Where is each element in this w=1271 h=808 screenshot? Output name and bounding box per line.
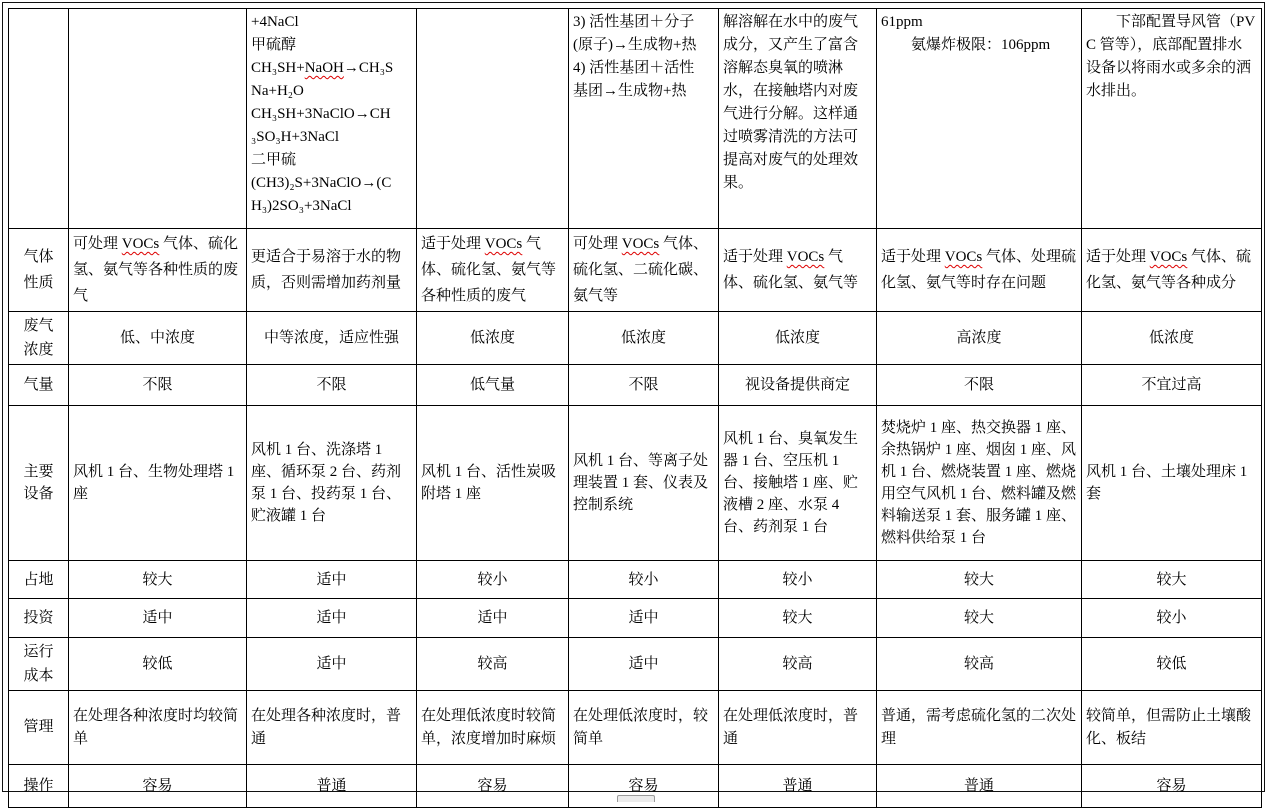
table-cell: 容易 — [569, 765, 719, 808]
table-row — [9, 312, 1262, 365]
row-label-cell: 废气 浓度 — [9, 312, 69, 365]
table-cell: 不限 — [69, 365, 247, 406]
table-cell: 可处理 VOCs 气体、硫化氢、氨气等各种性质的废气 — [69, 229, 247, 312]
table-cell: 风机 1 台、土壤处理床 1 套 — [1082, 406, 1262, 561]
table-cell: 适中 — [247, 599, 417, 638]
table-cell: 高浓度 — [877, 312, 1082, 365]
table-cell: 低、中浓度 — [69, 312, 247, 365]
table-cell: 较大 — [719, 599, 877, 638]
table-cell: 在处理低浓度时，较简单 — [569, 691, 719, 765]
row-label-cell: 管理 — [9, 691, 69, 765]
row-label-cell: 投资 — [9, 599, 69, 638]
table-cell: 不宜过高 — [1082, 365, 1262, 406]
table-row — [9, 406, 1262, 561]
table-cell: 风机 1 台、等离子处理装置 1 套、仪表及控制系统 — [569, 406, 719, 561]
table-cell: 低浓度 — [417, 312, 569, 365]
row-label-cell: 主要 设备 — [9, 406, 69, 561]
table-cell: 视设备提供商定 — [719, 365, 877, 406]
table-cell: 不限 — [247, 365, 417, 406]
table-cell: 解溶解在水中的废气成分，又产生了富含溶解态臭氧的喷淋水，在接触塔内对废气进行分解。这样通过喷雾清洗的方法可提高对废气的处理效果。 — [719, 9, 877, 229]
table-body — [9, 9, 1262, 808]
table-cell: 适中 — [417, 599, 569, 638]
document-page — [2, 2, 1265, 792]
table-cell: 低气量 — [417, 365, 569, 406]
table-row — [9, 229, 1262, 312]
table-cell: 可处理 VOCs 气体、硫化氢、二硫化碳、氨气等 — [569, 229, 719, 312]
table-cell: 较小 — [569, 561, 719, 599]
table-cell: +4NaCl 甲硫醇 CH₃SH+NaOH→CH₃S Na+H₂O CH₃SH+3NaClO→CH ₃SO₃H+3NaCl 二甲硫 (CH3)₂S+3NaClO→(C H₃)2SO₃+3NaCl — [247, 9, 417, 229]
spellcheck-underlined-word: VOCs — [944, 249, 983, 265]
row-label-cell: 气量 — [9, 365, 69, 406]
table-cell: 风机 1 台、生物处理塔 1 座 — [69, 406, 247, 561]
table-cell: 风机 1 台、活性炭吸附塔 1 座 — [417, 406, 569, 561]
table-cell: 适中 — [69, 599, 247, 638]
spellcheck-underlined-word: NaOH — [304, 60, 344, 76]
table-cell: 在处理各种浓度时均较简单 — [69, 691, 247, 765]
table-row — [9, 638, 1262, 691]
table-cell: 容易 — [69, 765, 247, 808]
table-cell: 适于处理 VOCs 气体、硫化氢、氨气等各种成分 — [1082, 229, 1262, 312]
table-cell: 较小 — [417, 561, 569, 599]
table-cell: 较大 — [1082, 561, 1262, 599]
table-cell: 较高 — [417, 638, 569, 691]
table-cell: 焚烧炉 1 座、热交换器 1 座、余热锅炉 1 座、烟囱 1 座、风机 1 台、燃烧装置 1 座、燃烧用空气风机 1 台、燃料罐及燃料输送泵 1 套、服务罐 1 座、燃料供给泵 1 台 — [877, 406, 1082, 561]
table-cell: 普通，需考虑硫化氢的二次处理 — [877, 691, 1082, 765]
spellcheck-underlined-word: VOCs — [484, 236, 523, 252]
table-cell: 较大 — [69, 561, 247, 599]
table-cell: 在处理低浓度时较简单，浓度增加时麻烦 — [417, 691, 569, 765]
comparison-table — [8, 8, 1262, 808]
row-label-cell: 运行 成本 — [9, 638, 69, 691]
table-cell — [69, 9, 247, 229]
table-cell: 较小 — [1082, 599, 1262, 638]
row-label-cell: 气体 性质 — [9, 229, 69, 312]
table-cell: 较低 — [1082, 638, 1262, 691]
table-cell: 更适合于易溶于水的物质，否则需增加药剂量 — [247, 229, 417, 312]
table-cell: 适于处理 VOCs 气体、处理硫化氢、氨气等时存在问题 — [877, 229, 1082, 312]
table-cell: 适中 — [247, 638, 417, 691]
row-label-cell: 占地 — [9, 561, 69, 599]
table-cell: 较简单，但需防止土壤酸化、板结 — [1082, 691, 1262, 765]
table-cell: 较大 — [877, 561, 1082, 599]
table-cell: 较低 — [69, 638, 247, 691]
table-cell: 3) 活性基团＋分子 (原子)→生成物+热 4) 活性基团＋活性 基团→生成物+热 — [569, 9, 719, 229]
table-cell: 适中 — [247, 561, 417, 599]
table-cell: 普通 — [247, 765, 417, 808]
row-label-cell — [9, 9, 69, 229]
table-cell: 61ppm 氨爆炸极限：106ppm — [877, 9, 1082, 229]
table-cell: 较小 — [719, 561, 877, 599]
table-cell: 较大 — [877, 599, 1082, 638]
spellcheck-underlined-word: VOCs — [786, 249, 825, 265]
table-cell: 普通 — [719, 765, 877, 808]
table-cell: 适中 — [569, 599, 719, 638]
table-cell: 中等浓度，适应性强 — [247, 312, 417, 365]
table-row — [9, 599, 1262, 638]
table-row — [9, 9, 1262, 229]
table-cell: 风机 1 台、洗涤塔 1 座、循环泵 2 台、药剂泵 1 台、投药泵 1 台、贮液罐 1 台 — [247, 406, 417, 561]
table-cell: 容易 — [417, 765, 569, 808]
table-cell: 较高 — [719, 638, 877, 691]
table-cell: 下部配置导风管（PVC 管等），底部配置排水设备以将雨水或多余的洒水排出。 — [1082, 9, 1262, 229]
table-cell: 不限 — [877, 365, 1082, 406]
table-row — [9, 691, 1262, 765]
table-cell: 低浓度 — [719, 312, 877, 365]
table-row — [9, 561, 1262, 599]
table-cell: 在处理各种浓度时，普通 — [247, 691, 417, 765]
table-cell: 普通 — [877, 765, 1082, 808]
table-cell: 较高 — [877, 638, 1082, 691]
spellcheck-underlined-word: VOCs — [121, 236, 160, 252]
table-cell: 适于处理 VOCs 气体、硫化氢、氨气等 — [719, 229, 877, 312]
spellcheck-underlined-word: VOCs — [621, 236, 660, 252]
table-cell: 容易 — [1082, 765, 1262, 808]
table-cell: 在处理低浓度时，普通 — [719, 691, 877, 765]
table-cell — [417, 9, 569, 229]
table-cell: 低浓度 — [1082, 312, 1262, 365]
spellcheck-underlined-word: VOCs — [1149, 249, 1188, 265]
table-cell: 适中 — [569, 638, 719, 691]
row-label-cell: 操作 — [9, 765, 69, 808]
table-cell: 适于处理 VOCs 气体、硫化氢、氨气等各种性质的废气 — [417, 229, 569, 312]
table-cell: 低浓度 — [569, 312, 719, 365]
table-cell: 风机 1 台、臭氧发生器 1 台、空压机 1 台、接触塔 1 座、贮液槽 2 座、水泵 4 台、药剂泵 1 台 — [719, 406, 877, 561]
table-row — [9, 365, 1262, 406]
table-cell: 不限 — [569, 365, 719, 406]
